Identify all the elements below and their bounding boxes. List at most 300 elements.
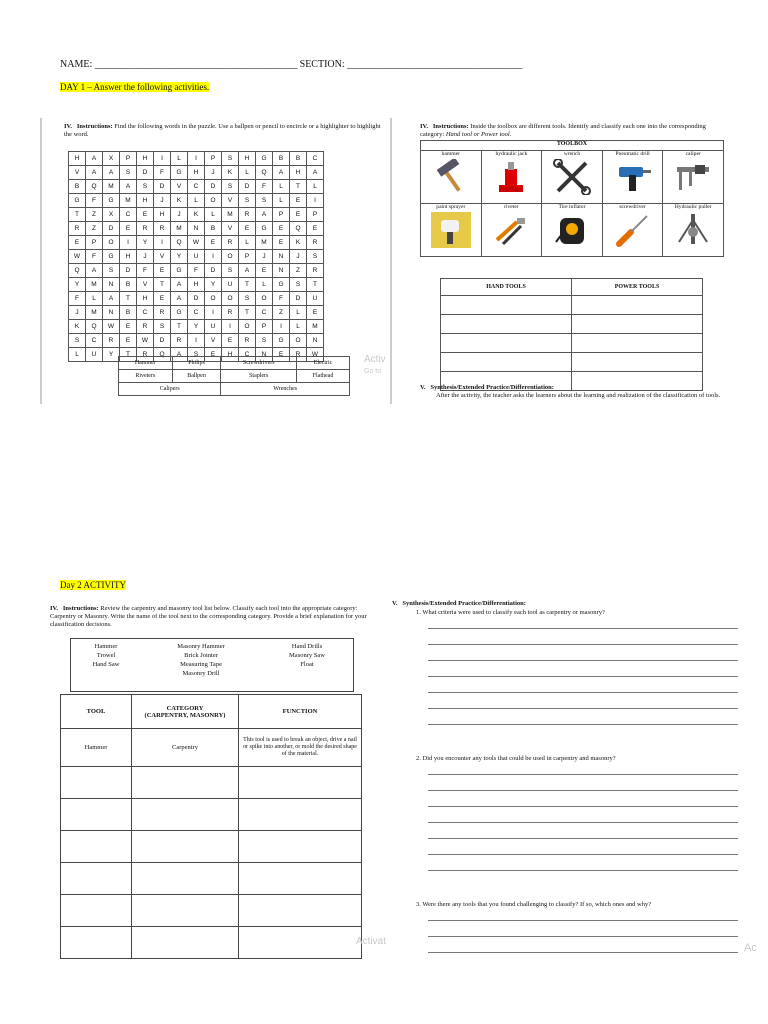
hand-tool-cell[interactable]: [441, 334, 572, 353]
wordsearch-cell[interactable]: E: [239, 222, 256, 236]
wordsearch-cell[interactable]: I: [205, 306, 222, 320]
wordsearch-cell[interactable]: G: [171, 264, 188, 278]
wordsearch-cell[interactable]: E: [273, 236, 290, 250]
wordsearch-cell[interactable]: L: [273, 194, 290, 208]
wordsearch-cell[interactable]: D: [103, 222, 120, 236]
wordsearch-cell[interactable]: Y: [205, 278, 222, 292]
wordsearch-cell[interactable]: V: [222, 194, 239, 208]
wordsearch-cell[interactable]: V: [137, 278, 154, 292]
wordsearch-cell[interactable]: R: [290, 348, 307, 362]
wordsearch-cell[interactable]: E: [222, 334, 239, 348]
wordsearch-cell[interactable]: R: [222, 236, 239, 250]
wordsearch-cell[interactable]: P: [120, 152, 137, 166]
wordsearch-cell[interactable]: S: [120, 166, 137, 180]
wrench-icon: [542, 159, 602, 195]
wordsearch-cell[interactable]: O: [222, 250, 239, 264]
answer-line[interactable]: [428, 628, 738, 629]
wordsearch-cell[interactable]: Q: [86, 180, 103, 194]
function-cell[interactable]: [239, 799, 362, 831]
wordsearch-cell[interactable]: P: [205, 152, 222, 166]
wordsearch-cell[interactable]: V: [171, 180, 188, 194]
wordsearch-cell[interactable]: D: [137, 166, 154, 180]
wordsearch-cell[interactable]: E: [205, 236, 222, 250]
wordsearch-cell[interactable]: A: [86, 152, 103, 166]
wordsearch-cell[interactable]: E: [120, 320, 137, 334]
wordsearch-cell[interactable]: Y: [171, 250, 188, 264]
wordsearch-cell[interactable]: J: [205, 166, 222, 180]
wordsearch-cell[interactable]: Z: [86, 208, 103, 222]
power-tool-cell[interactable]: [572, 334, 703, 353]
wordsearch-cell[interactable]: N: [273, 250, 290, 264]
pneumatic-drill-icon: [603, 159, 663, 195]
wordsearch-cell[interactable]: Y: [103, 348, 120, 362]
wordsearch-cell[interactable]: C: [188, 180, 205, 194]
wordsearch-cell[interactable]: I: [188, 334, 205, 348]
wordsearch-cell[interactable]: A: [103, 292, 120, 306]
wordsearch-cell[interactable]: O: [205, 194, 222, 208]
toolbox-tool-cell: [663, 151, 724, 204]
wordsearch-cell[interactable]: A: [273, 166, 290, 180]
wordsearch-cell[interactable]: H: [154, 208, 171, 222]
wordsearch-cell[interactable]: L: [307, 180, 324, 194]
name-label: NAME:: [60, 59, 93, 70]
wordsearch-cell[interactable]: O: [290, 334, 307, 348]
wordsearch-cell[interactable]: H: [222, 348, 239, 362]
wordsearch-cell[interactable]: G: [171, 166, 188, 180]
toolbox-tool-label: wrench: [563, 151, 581, 157]
wordsearch-cell[interactable]: Y: [188, 320, 205, 334]
wordsearch-cell[interactable]: R: [137, 348, 154, 362]
tool-cell[interactable]: [61, 863, 132, 895]
wordsearch-cell[interactable]: S: [154, 320, 171, 334]
wordsearch-cell[interactable]: O: [239, 320, 256, 334]
word-bank-item: Calipers: [119, 383, 221, 396]
wordsearch-cell[interactable]: Q: [290, 222, 307, 236]
wordsearch-cell[interactable]: T: [239, 278, 256, 292]
wordsearch-cell[interactable]: P: [239, 250, 256, 264]
wordsearch-bold: Instructions:: [76, 123, 113, 130]
toolbox-text: Inside the toolbox are different tools. Identify and classify each one into the corresponding category:: [420, 123, 706, 138]
wordsearch-cell[interactable]: A: [103, 166, 120, 180]
wordsearch-cell[interactable]: Z: [273, 306, 290, 320]
wordsearch-cell[interactable]: S: [222, 180, 239, 194]
wordsearch-cell[interactable]: U: [307, 292, 324, 306]
wordsearch-cell[interactable]: S: [256, 194, 273, 208]
wordsearch-cell[interactable]: J: [137, 250, 154, 264]
function-cell[interactable]: [239, 767, 362, 799]
wordsearch-cell[interactable]: J: [256, 250, 273, 264]
day2-example-row: [61, 729, 362, 767]
day2-num: IV.: [50, 605, 59, 612]
wordsearch-cell[interactable]: D: [154, 180, 171, 194]
wordsearch-cell[interactable]: R: [239, 334, 256, 348]
wordsearch-cell[interactable]: D: [154, 334, 171, 348]
wordsearch-cell[interactable]: N: [103, 306, 120, 320]
category-cell[interactable]: [132, 799, 239, 831]
wordsearch-cell[interactable]: R: [69, 222, 86, 236]
tool-cell[interactable]: [61, 767, 132, 799]
wordsearch-cell[interactable]: I: [205, 250, 222, 264]
wordsearch-cell[interactable]: A: [171, 292, 188, 306]
wordsearch-cell[interactable]: F: [188, 264, 205, 278]
wordsearch-cell[interactable]: L: [239, 166, 256, 180]
wordsearch-cell[interactable]: H: [188, 278, 205, 292]
wordsearch-cell[interactable]: P: [307, 208, 324, 222]
wordsearch-cell[interactable]: Z: [86, 222, 103, 236]
wordsearch-cell[interactable]: L: [256, 278, 273, 292]
wordsearch-cell[interactable]: H: [69, 152, 86, 166]
tool-list-item: Trowel: [96, 652, 116, 659]
wordsearch-cell[interactable]: C: [256, 306, 273, 320]
tool-list-box: [70, 638, 354, 692]
wordsearch-cell[interactable]: K: [171, 194, 188, 208]
section-blank[interactable]: ______________________________________: [347, 59, 522, 70]
tool-list-item: [261, 669, 353, 678]
toolbox-tool-cell: [542, 204, 603, 257]
wordsearch-cell[interactable]: M: [86, 306, 103, 320]
wordsearch-row: [69, 292, 324, 306]
tool-cell[interactable]: [61, 927, 132, 959]
wordsearch-cell[interactable]: V: [69, 166, 86, 180]
wordsearch-cell[interactable]: S: [103, 264, 120, 278]
hand-tool-cell[interactable]: [441, 315, 572, 334]
wordsearch-cell[interactable]: S: [137, 180, 154, 194]
power-tool-cell[interactable]: [572, 315, 703, 334]
wordsearch-cell[interactable]: E: [120, 334, 137, 348]
function-cell[interactable]: [239, 863, 362, 895]
wordsearch-cell[interactable]: L: [205, 208, 222, 222]
wordsearch-cell[interactable]: E: [120, 222, 137, 236]
answer-line[interactable]: [428, 870, 738, 871]
wordsearch-cell[interactable]: R: [171, 334, 188, 348]
wordsearch-cell[interactable]: A: [86, 166, 103, 180]
wordsearch-cell[interactable]: W: [103, 320, 120, 334]
wordsearch-cell[interactable]: B: [120, 306, 137, 320]
wordsearch-cell[interactable]: Q: [256, 166, 273, 180]
wordsearch-cell[interactable]: S: [222, 264, 239, 278]
wordsearch-cell[interactable]: H: [137, 152, 154, 166]
wordsearch-cell[interactable]: R: [154, 222, 171, 236]
wordsearch-cell[interactable]: A: [307, 166, 324, 180]
wordsearch-cell[interactable]: Q: [171, 236, 188, 250]
answer-line[interactable]: [428, 774, 738, 775]
wordsearch-cell[interactable]: N: [307, 334, 324, 348]
answer-line[interactable]: [428, 724, 738, 725]
wordsearch-cell[interactable]: H: [120, 250, 137, 264]
wordsearch-cell[interactable]: E: [290, 194, 307, 208]
wordsearch-cell[interactable]: M: [307, 320, 324, 334]
screwdriver-icon: [603, 212, 663, 248]
wordsearch-cell[interactable]: E: [256, 264, 273, 278]
wordsearch-cell[interactable]: I: [273, 320, 290, 334]
wordsearch-cell[interactable]: S: [239, 292, 256, 306]
wordsearch-cell[interactable]: T: [69, 208, 86, 222]
wordsearch-cell[interactable]: D: [239, 180, 256, 194]
wordsearch-cell[interactable]: S: [307, 250, 324, 264]
wordsearch-cell[interactable]: E: [307, 306, 324, 320]
tire-inflator-icon: [542, 212, 602, 248]
category-cell[interactable]: [132, 767, 239, 799]
wordsearch-cell[interactable]: G: [103, 194, 120, 208]
example-tool: Hammer: [61, 729, 132, 767]
wordsearch-cell[interactable]: S: [188, 348, 205, 362]
wordsearch-cell[interactable]: F: [86, 194, 103, 208]
wordsearch-cell[interactable]: P: [256, 320, 273, 334]
toolbox-tool-cell: [602, 151, 663, 204]
wordsearch-cell[interactable]: F: [154, 166, 171, 180]
wordsearch-cell[interactable]: Y: [137, 236, 154, 250]
wordsearch-cell[interactable]: F: [256, 180, 273, 194]
wordsearch-cell[interactable]: K: [69, 320, 86, 334]
wordsearch-cell[interactable]: L: [273, 180, 290, 194]
hand-tool-cell[interactable]: [441, 353, 572, 372]
wordsearch-cell[interactable]: T: [120, 348, 137, 362]
category-cell[interactable]: [132, 863, 239, 895]
wordsearch-cell[interactable]: H: [137, 292, 154, 306]
wordsearch-cell[interactable]: M: [86, 278, 103, 292]
answer-line[interactable]: [428, 920, 738, 921]
wordsearch-cell[interactable]: D: [205, 264, 222, 278]
wordsearch-cell[interactable]: D: [188, 292, 205, 306]
wordsearch-cell[interactable]: O: [205, 292, 222, 306]
wordsearch-cell[interactable]: G: [273, 334, 290, 348]
wordsearch-cell[interactable]: C: [188, 306, 205, 320]
wordsearch-cell[interactable]: A: [256, 208, 273, 222]
wordsearch-cell[interactable]: F: [273, 292, 290, 306]
tool-list-item: Masonry Hammer: [177, 643, 225, 650]
wordsearch-cell[interactable]: S: [290, 278, 307, 292]
wordsearch-cell[interactable]: R: [307, 236, 324, 250]
wordsearch-cell[interactable]: B: [120, 278, 137, 292]
wordsearch-cell[interactable]: G: [171, 306, 188, 320]
wordsearch-cell[interactable]: E: [69, 236, 86, 250]
wordsearch-cell[interactable]: D: [290, 292, 307, 306]
wordsearch-cell[interactable]: L: [188, 194, 205, 208]
wordsearch-row: [69, 152, 324, 166]
wordsearch-cell[interactable]: I: [154, 152, 171, 166]
wordsearch-cell[interactable]: B: [273, 152, 290, 166]
wordsearch-cell[interactable]: U: [86, 348, 103, 362]
wordsearch-cell[interactable]: X: [103, 152, 120, 166]
wordsearch-cell[interactable]: L: [69, 348, 86, 362]
wordsearch-cell[interactable]: L: [86, 292, 103, 306]
toolbox-tool-label: caliper: [685, 151, 701, 157]
wordsearch-cell[interactable]: G: [69, 194, 86, 208]
wordsearch-cell[interactable]: T: [171, 320, 188, 334]
wordsearch-cell[interactable]: K: [188, 208, 205, 222]
wordsearch-cell[interactable]: E: [273, 348, 290, 362]
wordsearch-cell[interactable]: A: [171, 348, 188, 362]
answer-line[interactable]: [428, 952, 738, 953]
wordsearch-cell[interactable]: R: [222, 306, 239, 320]
wordsearch-cell[interactable]: B: [205, 222, 222, 236]
hammer-icon: [421, 159, 481, 195]
wordsearch-cell[interactable]: H: [137, 194, 154, 208]
tool-cell[interactable]: [61, 799, 132, 831]
wordsearch-cell[interactable]: R: [137, 222, 154, 236]
wordsearch-cell[interactable]: C: [137, 306, 154, 320]
wordsearch-cell[interactable]: J: [171, 208, 188, 222]
hand-tool-cell[interactable]: [441, 296, 572, 315]
wordsearch-cell[interactable]: E: [137, 208, 154, 222]
wordsearch-cell[interactable]: D: [205, 180, 222, 194]
wordsearch-cell[interactable]: W: [188, 236, 205, 250]
wordsearch-cell[interactable]: V: [222, 222, 239, 236]
wordsearch-cell[interactable]: M: [222, 208, 239, 222]
wordsearch-cell[interactable]: I: [154, 236, 171, 250]
wordsearch-cell[interactable]: R: [239, 208, 256, 222]
wordsearch-cell[interactable]: G: [256, 152, 273, 166]
wordsearch-cell[interactable]: H: [290, 166, 307, 180]
wordsearch-cell[interactable]: K: [222, 166, 239, 180]
wordsearch-cell[interactable]: P: [86, 236, 103, 250]
wordsearch-cell[interactable]: N: [256, 348, 273, 362]
wordsearch-cell[interactable]: A: [239, 264, 256, 278]
wordsearch-cell[interactable]: K: [290, 236, 307, 250]
wordsearch-cell[interactable]: J: [154, 194, 171, 208]
answer-line[interactable]: [428, 822, 738, 823]
answer-line[interactable]: [428, 936, 738, 937]
wordsearch-cell[interactable]: S: [256, 334, 273, 348]
wordsearch-cell[interactable]: Q: [69, 264, 86, 278]
tool-cell[interactable]: [61, 831, 132, 863]
wordsearch-cell[interactable]: R: [137, 320, 154, 334]
wordsearch-cell[interactable]: L: [239, 236, 256, 250]
wordsearch-cell[interactable]: I: [188, 152, 205, 166]
wordsearch-cell[interactable]: E: [290, 208, 307, 222]
wordsearch-cell[interactable]: M: [256, 236, 273, 250]
power-tool-cell[interactable]: [572, 296, 703, 315]
wordsearch-cell[interactable]: M: [120, 194, 137, 208]
wordsearch-cell[interactable]: C: [120, 208, 137, 222]
wordsearch-cell[interactable]: M: [171, 222, 188, 236]
answer-line[interactable]: [428, 806, 738, 807]
word-bank: [118, 356, 350, 396]
wordsearch-cell[interactable]: O: [103, 236, 120, 250]
answer-line[interactable]: [428, 854, 738, 855]
wordsearch-cell[interactable]: C: [86, 334, 103, 348]
wordsearch-cell[interactable]: S: [239, 194, 256, 208]
function-cell[interactable]: [239, 895, 362, 927]
answer-line[interactable]: [428, 790, 738, 791]
wordsearch-cell[interactable]: N: [103, 278, 120, 292]
function-cell[interactable]: [239, 927, 362, 959]
wordsearch-cell[interactable]: E: [273, 222, 290, 236]
wordsearch-cell[interactable]: H: [188, 166, 205, 180]
wordsearch-cell[interactable]: T: [307, 278, 324, 292]
wordsearch-cell[interactable]: N: [188, 222, 205, 236]
category-cell[interactable]: [132, 831, 239, 863]
wordsearch-cell[interactable]: F: [137, 264, 154, 278]
wordsearch-cell[interactable]: P: [273, 208, 290, 222]
answer-line[interactable]: [428, 838, 738, 839]
answer-line[interactable]: [428, 660, 738, 661]
wordsearch-cell[interactable]: W: [307, 348, 324, 362]
toolbox-tool-cell: [663, 204, 724, 257]
wordsearch-cell[interactable]: Q: [154, 348, 171, 362]
wordsearch-cell[interactable]: D: [120, 264, 137, 278]
wordsearch-cell[interactable]: U: [222, 278, 239, 292]
category-cell[interactable]: [132, 895, 239, 927]
function-cell[interactable]: [239, 831, 362, 863]
wordsearch-cell[interactable]: G: [256, 222, 273, 236]
wordsearch-cell[interactable]: B: [290, 152, 307, 166]
wordsearch-cell[interactable]: T: [120, 292, 137, 306]
answer-line[interactable]: [428, 644, 738, 645]
wordsearch-cell[interactable]: E: [154, 292, 171, 306]
wordsearch-cell[interactable]: E: [205, 348, 222, 362]
wordsearch-cell[interactable]: Q: [86, 320, 103, 334]
wordsearch-cell[interactable]: G: [273, 278, 290, 292]
wordsearch-cell[interactable]: S: [222, 152, 239, 166]
wordsearch-cell[interactable]: U: [205, 320, 222, 334]
toolbox-tool-label: Pneumatic drill: [615, 151, 650, 157]
wordsearch-cell[interactable]: R: [307, 264, 324, 278]
wordsearch-cell[interactable]: X: [103, 208, 120, 222]
wordsearch-cell[interactable]: G: [103, 250, 120, 264]
wordsearch-cell[interactable]: N: [273, 264, 290, 278]
wordsearch-cell[interactable]: J: [290, 250, 307, 264]
wordsearch-cell[interactable]: U: [188, 250, 205, 264]
classification-row: [441, 353, 703, 372]
tool-list-item: Hand Drills: [291, 643, 323, 650]
wordsearch-cell[interactable]: C: [239, 348, 256, 362]
wordsearch-cell[interactable]: A: [86, 264, 103, 278]
wordsearch-cell[interactable]: V: [205, 334, 222, 348]
wordsearch-cell[interactable]: I: [120, 236, 137, 250]
wordsearch-cell[interactable]: J: [69, 306, 86, 320]
power-tool-cell[interactable]: [572, 353, 703, 372]
wordsearch-cell[interactable]: V: [154, 250, 171, 264]
wordsearch-cell[interactable]: T: [290, 180, 307, 194]
answer-line[interactable]: [428, 676, 738, 677]
name-blank[interactable]: ____________________________________________: [94, 59, 298, 70]
wordsearch-cell[interactable]: F: [86, 250, 103, 264]
wordsearch-cell[interactable]: I: [307, 194, 324, 208]
wordsearch-cell[interactable]: S: [69, 334, 86, 348]
wordsearch-cell[interactable]: R: [154, 306, 171, 320]
answer-line[interactable]: [428, 692, 738, 693]
wordsearch-cell[interactable]: A: [120, 180, 137, 194]
answer-line[interactable]: [428, 708, 738, 709]
wordsearch-cell[interactable]: T: [154, 278, 171, 292]
wordsearch-cell[interactable]: M: [103, 180, 120, 194]
wordsearch-cell[interactable]: E: [307, 222, 324, 236]
wordsearch-cell[interactable]: R: [103, 334, 120, 348]
day1-title: DAY 1 – Answer the following activities.: [60, 82, 210, 92]
wordsearch-cell[interactable]: W: [137, 334, 154, 348]
wordsearch-cell[interactable]: H: [239, 152, 256, 166]
wordsearch-cell[interactable]: O: [222, 292, 239, 306]
wordsearch-cell[interactable]: C: [307, 152, 324, 166]
category-cell[interactable]: [132, 927, 239, 959]
wordsearch-cell[interactable]: O: [256, 292, 273, 306]
wordsearch-cell[interactable]: B: [69, 180, 86, 194]
wordsearch-cell[interactable]: L: [171, 152, 188, 166]
wordsearch-cell[interactable]: L: [290, 306, 307, 320]
wordsearch-cell[interactable]: T: [239, 306, 256, 320]
wordsearch-cell[interactable]: A: [171, 278, 188, 292]
wordsearch-cell[interactable]: F: [69, 292, 86, 306]
word-bank-item: Wrenches: [221, 383, 350, 396]
wordsearch-cell[interactable]: Z: [290, 264, 307, 278]
wordsearch-cell[interactable]: E: [154, 264, 171, 278]
wordsearch-cell[interactable]: I: [222, 320, 239, 334]
tool-cell[interactable]: [61, 895, 132, 927]
wordsearch-cell[interactable]: Y: [69, 278, 86, 292]
wordsearch-cell[interactable]: L: [290, 320, 307, 334]
wordsearch-cell[interactable]: W: [69, 250, 86, 264]
